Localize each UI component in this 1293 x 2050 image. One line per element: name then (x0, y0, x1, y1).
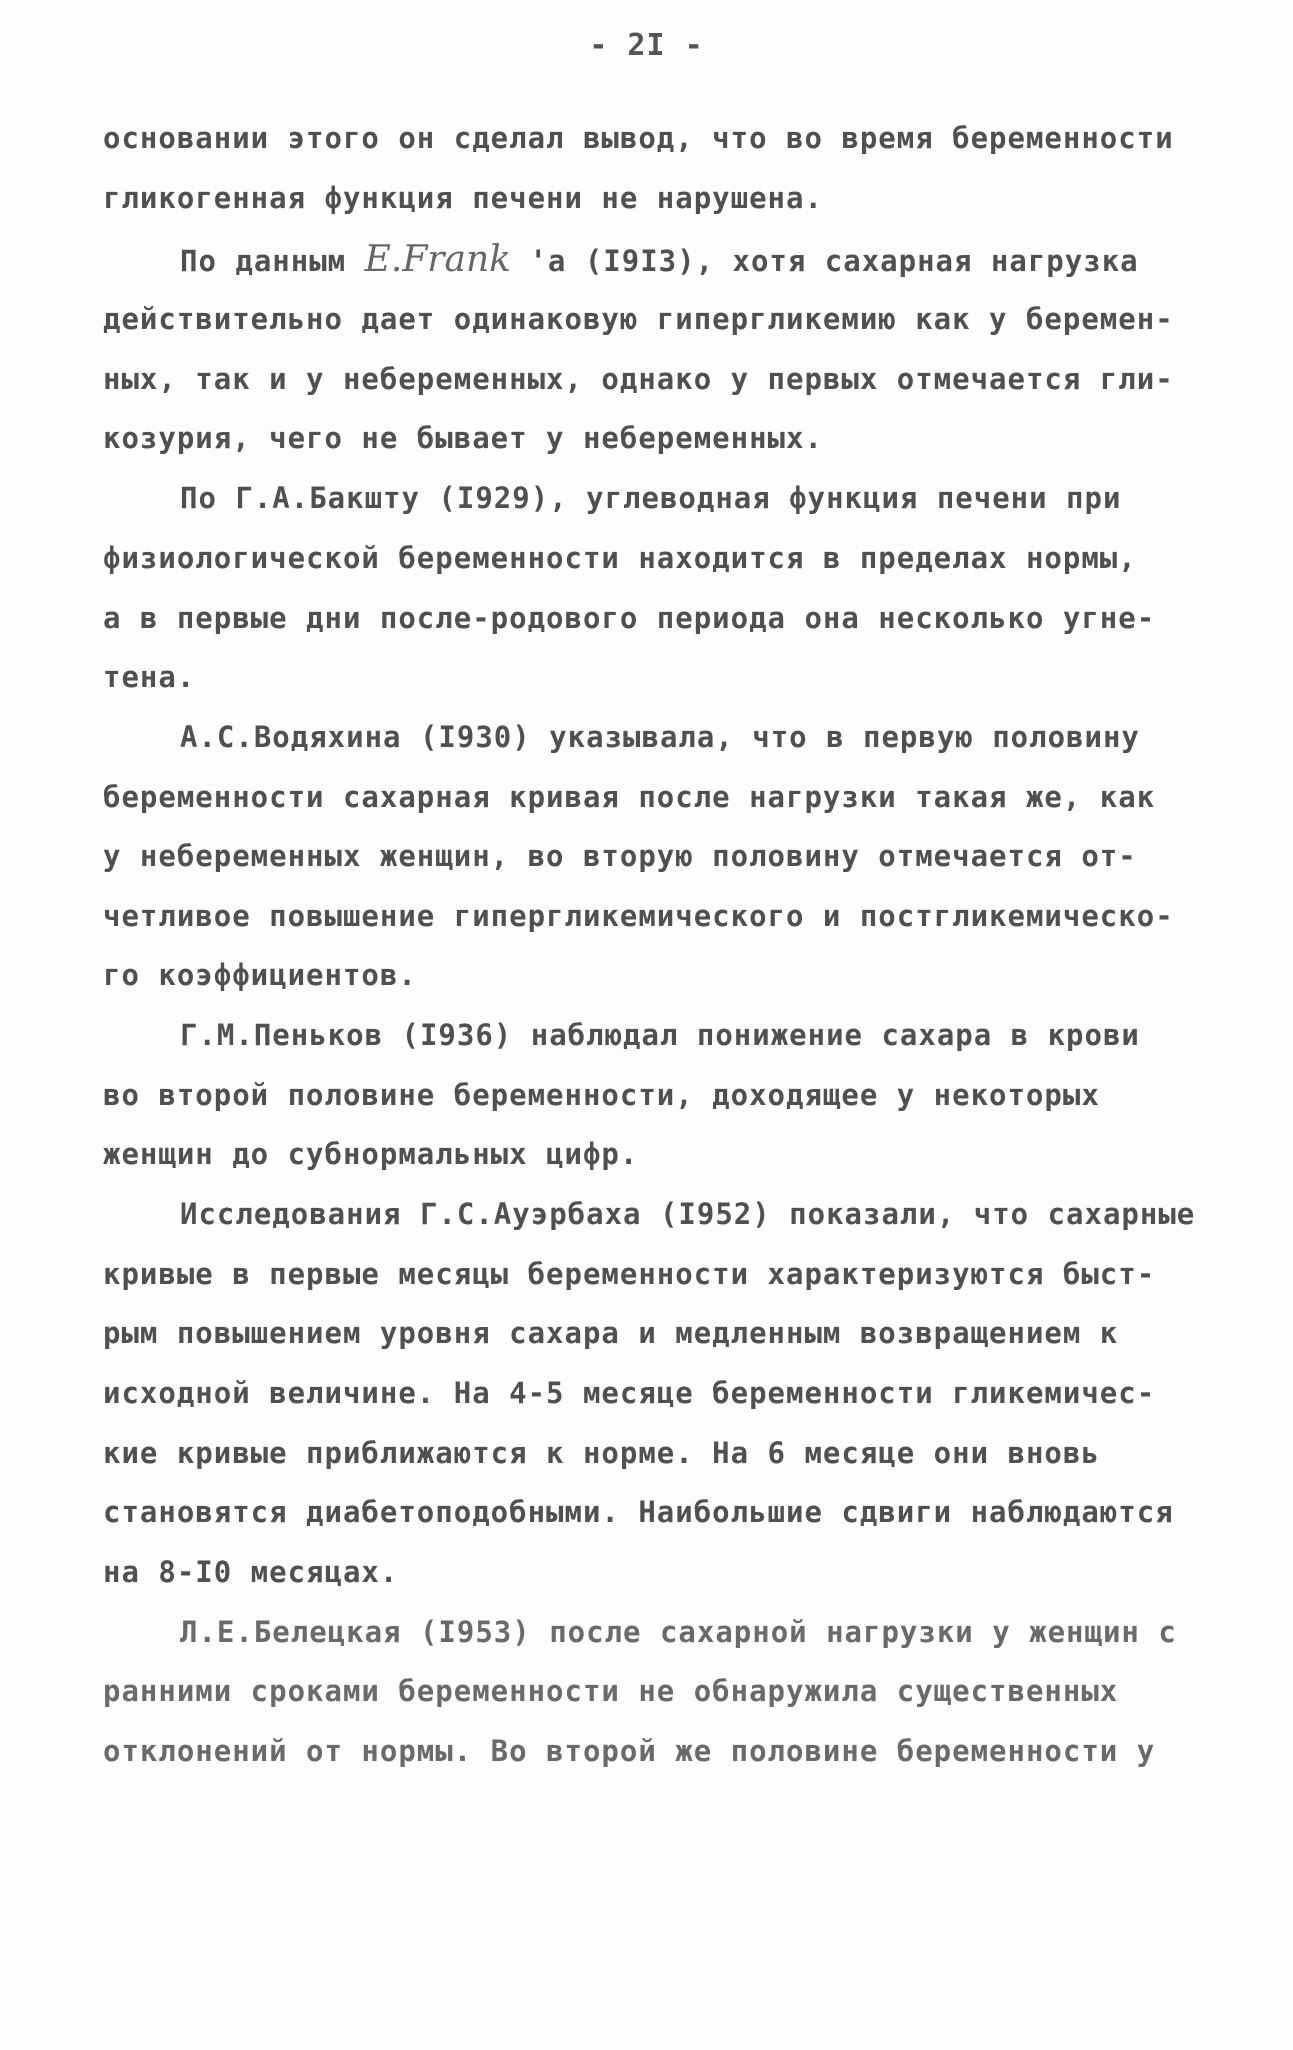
text-line: основании этого он сделал вывод, что во время беременности (103, 121, 1174, 155)
text-line: козурия, чего не бывает у небеременных. (103, 421, 823, 455)
text-line: женщин до субнормальных цифр. (103, 1137, 639, 1171)
text-line: во второй половине беременности, доходящее у некоторых (103, 1078, 1100, 1112)
text-line: тена. (103, 660, 196, 694)
text-line: Л.Е.Белецкая (I953) после сахарной нагрузки у женщин с (180, 1615, 1177, 1649)
text-fragment: По данным (180, 244, 365, 278)
text-line: ных, так и у небеременных, однако у первых отмечается гли- (103, 362, 1174, 396)
text-line: физиологической беременности находится в пределах нормы, (103, 541, 1137, 575)
text-line: на 8-I0 месяцах. (103, 1555, 399, 1589)
text-line: кривые в первые месяцы беременности характеризуются быст- (103, 1257, 1156, 1291)
text-line (180, 240, 1139, 280)
text-line: у небеременных женщин, во вторую половину отмечается от- (103, 839, 1137, 873)
text-fragment: 'а (I9I3), хотя сахарная нагрузка (510, 244, 1139, 278)
text-line: беременности сахарная кривая после нагрузки такая же, как (103, 780, 1156, 814)
text-line: исходной величине. На 4-5 месяце беременности гликемичес- (103, 1376, 1156, 1410)
text-line: Исследования Г.С.Ауэрбаха (I952) показали, что сахарные (180, 1197, 1196, 1231)
text-line: го коэффициентов. (103, 958, 417, 992)
text-line: рым повышением уровня сахара и медленным возвращением к (103, 1316, 1119, 1350)
handwritten-name: E.Frank (364, 239, 511, 280)
text-line: Г.М.Пеньков (I936) наблюдал понижение сахара в крови (180, 1018, 1140, 1052)
page-number: - 2I - (589, 28, 704, 63)
text-line: действительно дает одинаковую гипергликемию как у беремен- (103, 302, 1174, 336)
text-line: становятся диабетоподобными. Наибольшие сдвиги наблюдаются (103, 1495, 1174, 1529)
text-line: ранними сроками беременности не обнаружила существенных (103, 1674, 1119, 1708)
text-line: четливое повышение гипергликемического и постгликемическо- (103, 899, 1174, 933)
text-line: отклонений от нормы. Во второй же половине беременности у (103, 1734, 1156, 1768)
text-line: А.С.Водяхина (I930) указывала, что в первую половину (180, 720, 1140, 754)
text-line: По Г.А.Бакшту (I929), углеводная функция печени при (180, 481, 1122, 515)
text-line: а в первые дни после-родового периода она несколько угне- (103, 601, 1156, 635)
text-line: гликогенная функция печени не нарушена. (103, 181, 823, 215)
text-line: кие кривые приближаются к норме. На 6 месяце они вновь (103, 1436, 1100, 1470)
